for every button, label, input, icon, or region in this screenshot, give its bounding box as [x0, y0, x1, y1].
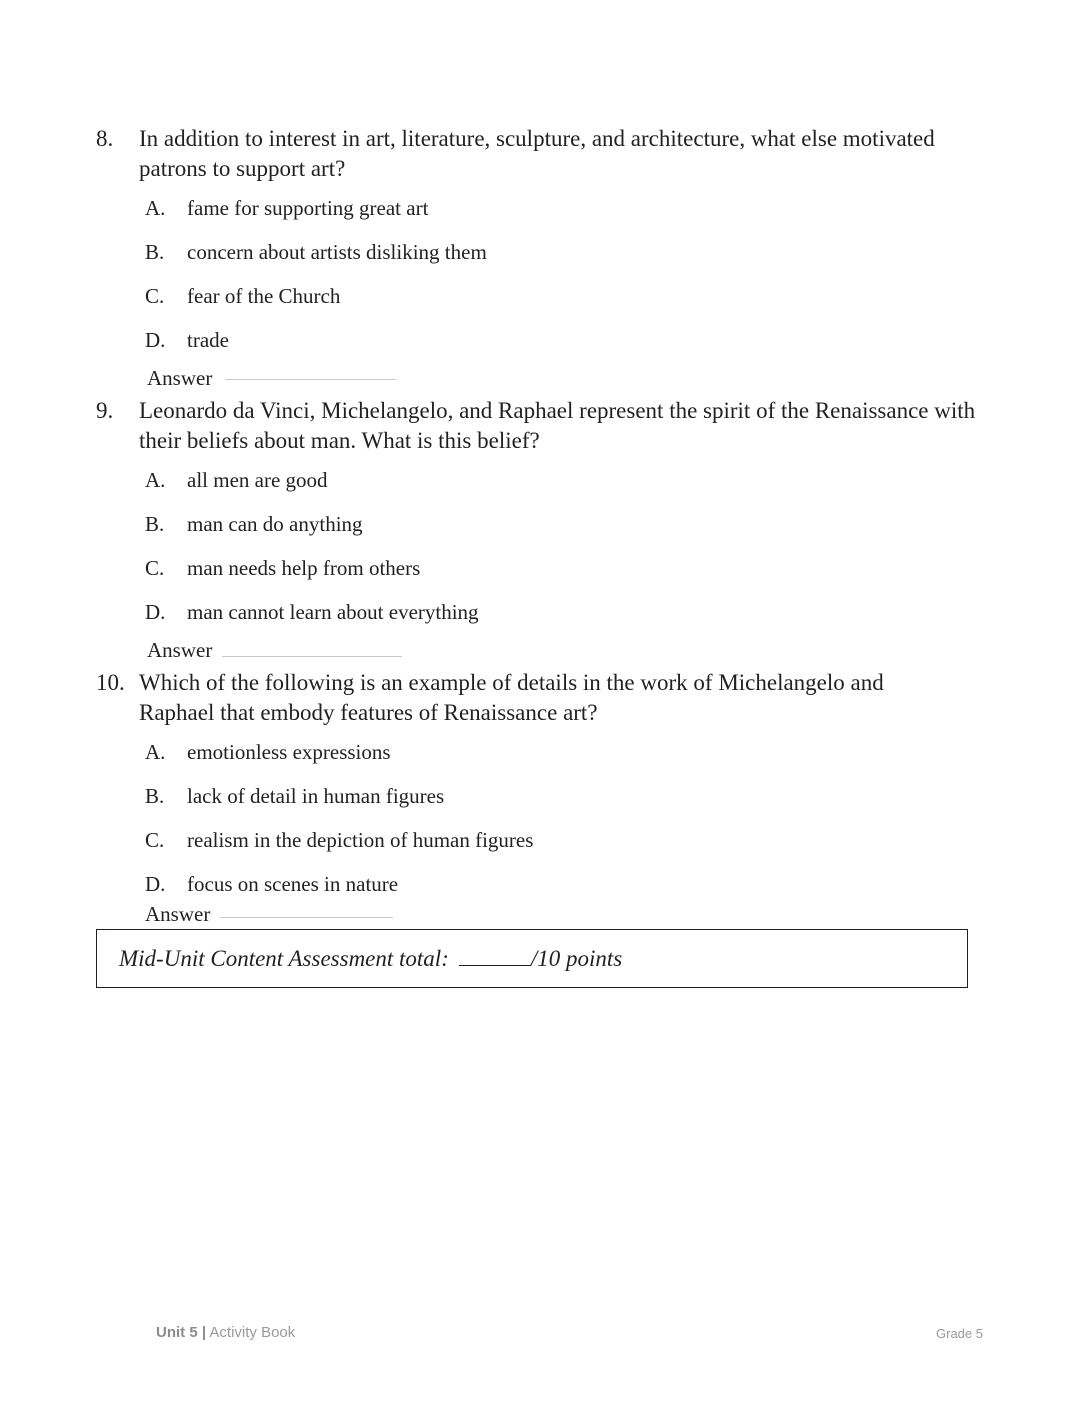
answer-label: Answer	[147, 638, 213, 662]
option-text: concern about artists disliking them	[187, 240, 487, 264]
option-text: all men are good	[187, 468, 328, 492]
footer-book: Activity Book	[209, 1324, 296, 1341]
option-letter: C.	[145, 284, 165, 308]
option-text: man cannot learn about everything	[187, 600, 479, 624]
assessment-total-box	[96, 929, 968, 988]
option-letter: A.	[145, 468, 166, 492]
answer-field[interactable]	[225, 379, 396, 380]
option-text: trade	[187, 328, 229, 352]
option-letter: B.	[145, 240, 165, 264]
option-text: man needs help from others	[187, 556, 421, 580]
footer-separator: |	[201, 1324, 207, 1341]
option-text: emotionless expressions	[187, 740, 391, 764]
answer-label: Answer	[147, 366, 213, 390]
question-text: Which of the following is an example of details in the work of Michelangelo and Raphael that embody features of Renaissance art?	[139, 670, 884, 725]
option-letter: D.	[145, 872, 166, 896]
option-letter: A.	[145, 740, 166, 764]
question-number: 10.	[96, 670, 125, 695]
question-number: 8.	[96, 126, 114, 151]
option-letter: A.	[145, 196, 166, 220]
option-letter: C.	[145, 828, 165, 852]
option-letter: B.	[145, 512, 165, 536]
footer-grade: Grade 5	[936, 1326, 983, 1341]
option-text: fame for supporting great art	[187, 196, 429, 220]
option-text: focus on scenes in nature	[187, 872, 399, 896]
footer-left	[156, 1324, 295, 1341]
option-letter: D.	[145, 600, 166, 624]
option-text: realism in the depiction of human figures	[187, 828, 534, 852]
option-text: lack of detail in human figures	[187, 784, 445, 808]
assessment-total	[119, 945, 622, 973]
question-text: In addition to interest in art, literature, sculpture, and architecture, what else motivated patrons to support art?	[139, 126, 935, 181]
question-number: 9.	[96, 398, 114, 423]
total-score-blank[interactable]	[459, 947, 531, 966]
option-text: man can do anything	[187, 512, 363, 536]
footer-unit: Unit 5	[156, 1324, 198, 1341]
total-points: /10 points	[530, 946, 623, 971]
answer-field[interactable]	[220, 917, 393, 918]
option-letter: D.	[145, 328, 166, 352]
question-text: Leonardo da Vinci, Michelangelo, and Raphael represent the spirit of the Renaissance with their beliefs about man. What is this belief?	[139, 398, 976, 453]
answer-label: Answer	[145, 902, 211, 926]
option-text: fear of the Church	[187, 284, 341, 308]
option-letter: B.	[145, 784, 165, 808]
total-label: Mid-Unit Content Assessment total:	[119, 946, 449, 971]
option-letter: C.	[145, 556, 165, 580]
answer-field[interactable]	[222, 656, 402, 657]
